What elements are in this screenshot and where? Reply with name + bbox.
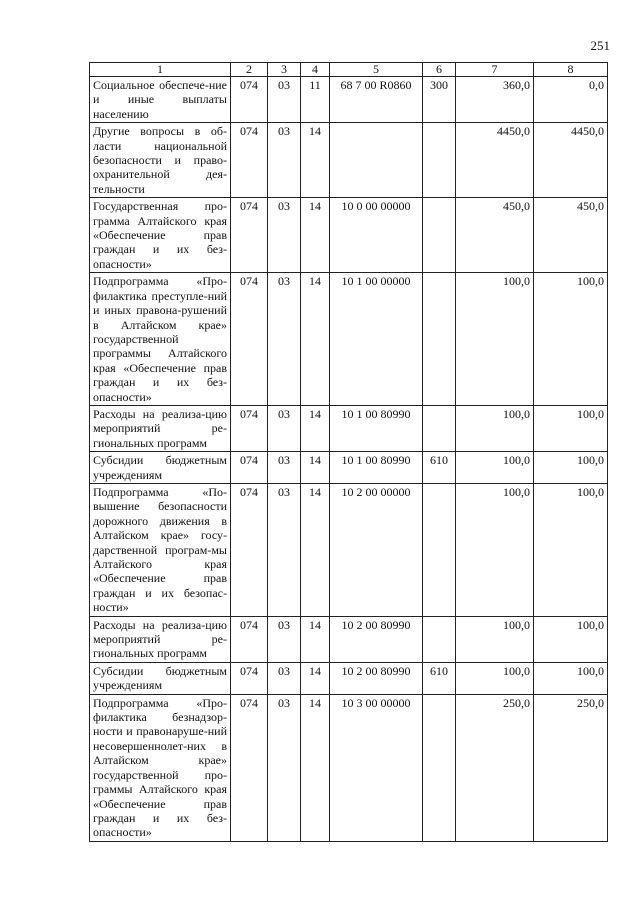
table-row: [90, 77, 608, 123]
row-name-cell: Подпрограмма «Про-филактика преступле-ний и иных правона-рушений в Алтайском крае» государственной программы Алтайского края «Обеспечение прав граждан и их без-опасности»: [90, 273, 231, 406]
row-name-cell: Государственная про-грамма Алтайского края «Обеспечение прав граждан и их без-опасности»: [90, 198, 231, 273]
row-name-cell: Расходы на реализа-цию мероприятий ре-гиональных программ: [90, 405, 231, 451]
target-article-cell: 10 2 00 80990: [330, 662, 423, 694]
expense-type-cell: [423, 483, 456, 616]
section-cell: 03: [268, 452, 301, 484]
admin-code-cell: 074: [231, 198, 268, 273]
row-name-cell: Расходы на реализа-цию мероприятий ре-гиональных программ: [90, 616, 231, 662]
expense-type-cell: [423, 616, 456, 662]
row-name-cell: Субсидии бюджетным учреждениям: [90, 662, 231, 694]
subsection-cell: 14: [301, 273, 330, 406]
target-article-cell: [330, 123, 423, 198]
subsection-cell: 14: [301, 483, 330, 616]
admin-code-cell: 074: [231, 452, 268, 484]
target-article-cell: 10 1 00 80990: [330, 405, 423, 451]
column-header: 7: [456, 63, 534, 77]
section-cell: 03: [268, 198, 301, 273]
row-name-cell: Социальное обеспече-ние и иные выплаты населению: [90, 77, 231, 123]
subsection-cell: 14: [301, 694, 330, 841]
column-header: 1: [90, 63, 231, 77]
expense-type-cell: [423, 405, 456, 451]
subsection-cell: 14: [301, 198, 330, 273]
amount-col7-cell: 360,0: [456, 77, 534, 123]
admin-code-cell: 074: [231, 662, 268, 694]
amount-col7-cell: 100,0: [456, 405, 534, 451]
admin-code-cell: 074: [231, 483, 268, 616]
subsection-cell: 14: [301, 123, 330, 198]
amount-col7-cell: 100,0: [456, 452, 534, 484]
amount-col7-cell: 100,0: [456, 662, 534, 694]
table-row: [90, 198, 608, 273]
row-name-cell: Субсидии бюджетным учреждениям: [90, 452, 231, 484]
amount-col8-cell: 100,0: [534, 662, 608, 694]
table-row: [90, 662, 608, 694]
admin-code-cell: 074: [231, 123, 268, 198]
amount-col7-cell: 4450,0: [456, 123, 534, 198]
section-cell: 03: [268, 123, 301, 198]
amount-col7-cell: 100,0: [456, 483, 534, 616]
column-header: 2: [231, 63, 268, 77]
table-row: [90, 452, 608, 484]
section-cell: 03: [268, 77, 301, 123]
amount-col7-cell: 450,0: [456, 198, 534, 273]
amount-col8-cell: 100,0: [534, 273, 608, 406]
section-cell: 03: [268, 405, 301, 451]
amount-col7-cell: 100,0: [456, 616, 534, 662]
target-article-cell: 10 2 00 80990: [330, 616, 423, 662]
expense-type-cell: [423, 694, 456, 841]
subsection-cell: 14: [301, 616, 330, 662]
amount-col8-cell: 250,0: [534, 694, 608, 841]
expense-type-cell: [423, 198, 456, 273]
header-row: [90, 63, 608, 77]
table-row: [90, 273, 608, 406]
page-number: 251: [590, 38, 610, 53]
admin-code-cell: 074: [231, 273, 268, 406]
target-article-cell: 10 0 00 00000: [330, 198, 423, 273]
amount-col7-cell: 250,0: [456, 694, 534, 841]
expense-type-cell: 610: [423, 662, 456, 694]
table-row: [90, 123, 608, 198]
expense-type-cell: [423, 273, 456, 406]
target-article-cell: 68 7 00 R0860: [330, 77, 423, 123]
column-header: 8: [534, 63, 608, 77]
amount-col8-cell: 100,0: [534, 405, 608, 451]
table-row: [90, 616, 608, 662]
subsection-cell: 14: [301, 662, 330, 694]
subsection-cell: 14: [301, 452, 330, 484]
target-article-cell: 10 2 00 00000: [330, 483, 423, 616]
section-cell: 03: [268, 694, 301, 841]
table-row: [90, 405, 608, 451]
expense-type-cell: [423, 123, 456, 198]
expense-type-cell: 610: [423, 452, 456, 484]
section-cell: 03: [268, 616, 301, 662]
section-cell: 03: [268, 662, 301, 694]
amount-col8-cell: 100,0: [534, 483, 608, 616]
table-row: [90, 694, 608, 841]
amount-col8-cell: 100,0: [534, 616, 608, 662]
admin-code-cell: 074: [231, 616, 268, 662]
amount-col8-cell: 0,0: [534, 77, 608, 123]
amount-col7-cell: 100,0: [456, 273, 534, 406]
section-cell: 03: [268, 483, 301, 616]
admin-code-cell: 074: [231, 405, 268, 451]
column-header: 5: [330, 63, 423, 77]
column-header: 4: [301, 63, 330, 77]
table-row: [90, 483, 608, 616]
amount-col8-cell: 100,0: [534, 452, 608, 484]
row-name-cell: Подпрограмма «По-вышение безопасности дорожного движения в Алтайском крае» госу-дарственной програм-мы Алтайского края «Обеспечение прав граждан и их безопас-ности»: [90, 483, 231, 616]
target-article-cell: 10 1 00 80990: [330, 452, 423, 484]
subsection-cell: 14: [301, 405, 330, 451]
target-article-cell: 10 1 00 00000: [330, 273, 423, 406]
budget-table: [89, 62, 608, 842]
target-article-cell: 10 3 00 00000: [330, 694, 423, 841]
column-header: 3: [268, 63, 301, 77]
expense-type-cell: 300: [423, 77, 456, 123]
amount-col8-cell: 450,0: [534, 198, 608, 273]
amount-col8-cell: 4450,0: [534, 123, 608, 198]
section-cell: 03: [268, 273, 301, 406]
row-name-cell: Подпрограмма «Про-филактика безнадзор-ности и правонаруше-ний несовершеннолет-них в Алтайском крае» государственной про-граммы Алтайского края «Обеспечение прав граждан и их без-опасности»: [90, 694, 231, 841]
column-header: 6: [423, 63, 456, 77]
subsection-cell: 11: [301, 77, 330, 123]
admin-code-cell: 074: [231, 77, 268, 123]
row-name-cell: Другие вопросы в об-ласти национальной безопасности и право-охранительной дея-тельности: [90, 123, 231, 198]
admin-code-cell: 074: [231, 694, 268, 841]
